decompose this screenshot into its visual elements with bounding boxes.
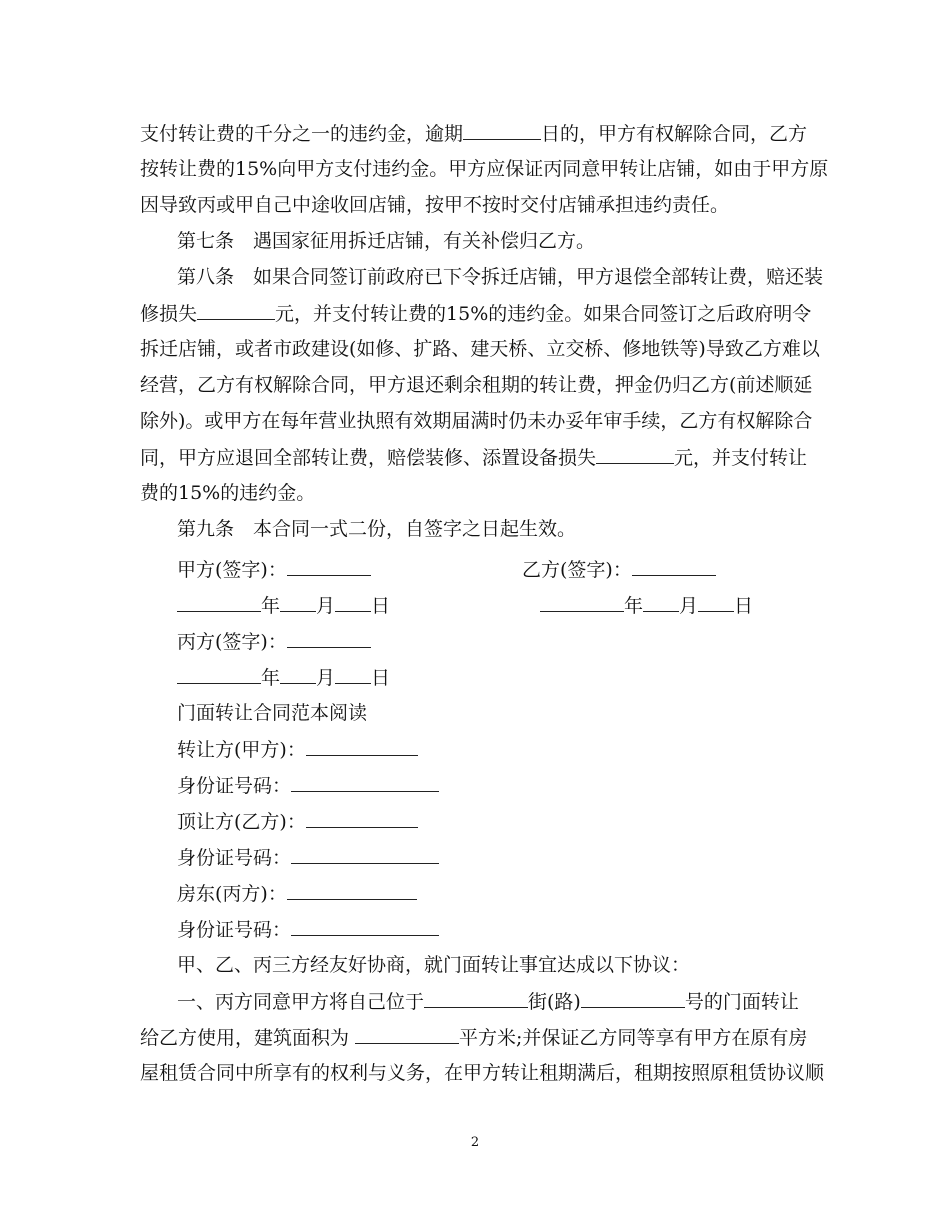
article-9: 第九条 本合同一式二份，自签字之日起生效。: [177, 518, 577, 540]
party-c-date: 年 月 日: [177, 665, 477, 690]
article-8-line: 费的15%的违约金。: [140, 482, 316, 504]
party-c-signature: 丙方(签字)：: [177, 629, 477, 654]
article-8-line: 除外)。或甲方在每年营业执照有效期届满时仍未办妥年审手续，乙方有权解除合: [140, 410, 813, 432]
page-number: 2: [470, 1135, 480, 1150]
blank-field: [287, 629, 371, 648]
blank-field: [306, 737, 418, 756]
blank-field: [581, 989, 685, 1008]
blank-field: [596, 445, 674, 464]
blank-field: [632, 557, 716, 576]
blank-field: [291, 917, 439, 936]
article-8-line: 修损失 元，并支付转让费的15%的违约金。如果合同签订之后政府明令: [140, 303, 812, 325]
transferee-field: 顶让方(乙方)：: [177, 809, 857, 834]
article-8-line: 拆迁店铺，或者市政建设(如修、扩路、建天桥、立交桥、修地铁等)导致乙方难以: [140, 338, 820, 360]
blank-field: [355, 1025, 459, 1044]
blank-field: [291, 773, 439, 792]
article-7: 第七条 遇国家征用拆迁店铺，有关补偿归乙方。: [177, 230, 596, 252]
section-title: 门面转让合同范本阅读: [177, 702, 368, 724]
paragraph-line: 支付转让费的千分之一的违约金，逾期 日的，甲方有权解除合同，乙方: [140, 123, 808, 145]
id-number-field: 身份证号码：: [177, 917, 857, 942]
blank-field: [287, 557, 371, 576]
blank-field: [291, 845, 439, 864]
blank-field: [287, 881, 417, 900]
paragraph-line: 因导致丙或甲自己中途收回店铺，按甲不按时交付店铺承担违约责任。: [140, 194, 730, 216]
agreement-intro: 甲、乙、丙三方经友好协商，就门面转让事宜达成以下协议：: [177, 954, 691, 976]
party-a-signature: 甲方(签字)：: [177, 557, 477, 582]
party-b-date: 年 月 日: [540, 593, 820, 618]
blank-field: [306, 809, 418, 828]
clause-1-line: 屋租赁合同中所享有的权利与义务，在甲方转让租期满后，租期按照原租赁协议顺: [140, 1062, 825, 1084]
transferor-field: 转让方(甲方)：: [177, 737, 857, 762]
article-8-line: 经营，乙方有权解除合同，甲方退还剩余租期的转让费，押金仍归乙方(前述顺延: [140, 374, 813, 396]
id-number-field: 身份证号码：: [177, 773, 857, 798]
party-b-signature: 乙方(签字)：: [522, 557, 822, 582]
landlord-field: 房东(丙方)：: [177, 881, 857, 906]
id-number-field: 身份证号码：: [177, 845, 857, 870]
clause-1-line: 一、丙方同意甲方将自己位于 街(路) 号的门面转让: [177, 991, 799, 1013]
blank-field: [197, 301, 275, 320]
clause-1-line: 给乙方使用，建筑面积为 平方米;并保证乙方同等享有甲方在原有房: [140, 1027, 808, 1049]
party-a-date: 年 月 日: [177, 593, 477, 618]
article-8-line: 同，甲方应退回全部转让费，赔偿装修、添置设备损失 元，并支付转让: [140, 447, 808, 469]
article-8-line: 第八条 如果合同签订前政府已下令拆迁店铺，甲方退偿全部转让费，赔还装: [177, 266, 824, 288]
blank-field: [463, 121, 541, 140]
paragraph-line: 按转让费的15%向甲方支付违约金。甲方应保证丙同意甲转让店铺，如由于甲方原: [140, 158, 829, 180]
blank-field: [424, 989, 528, 1008]
